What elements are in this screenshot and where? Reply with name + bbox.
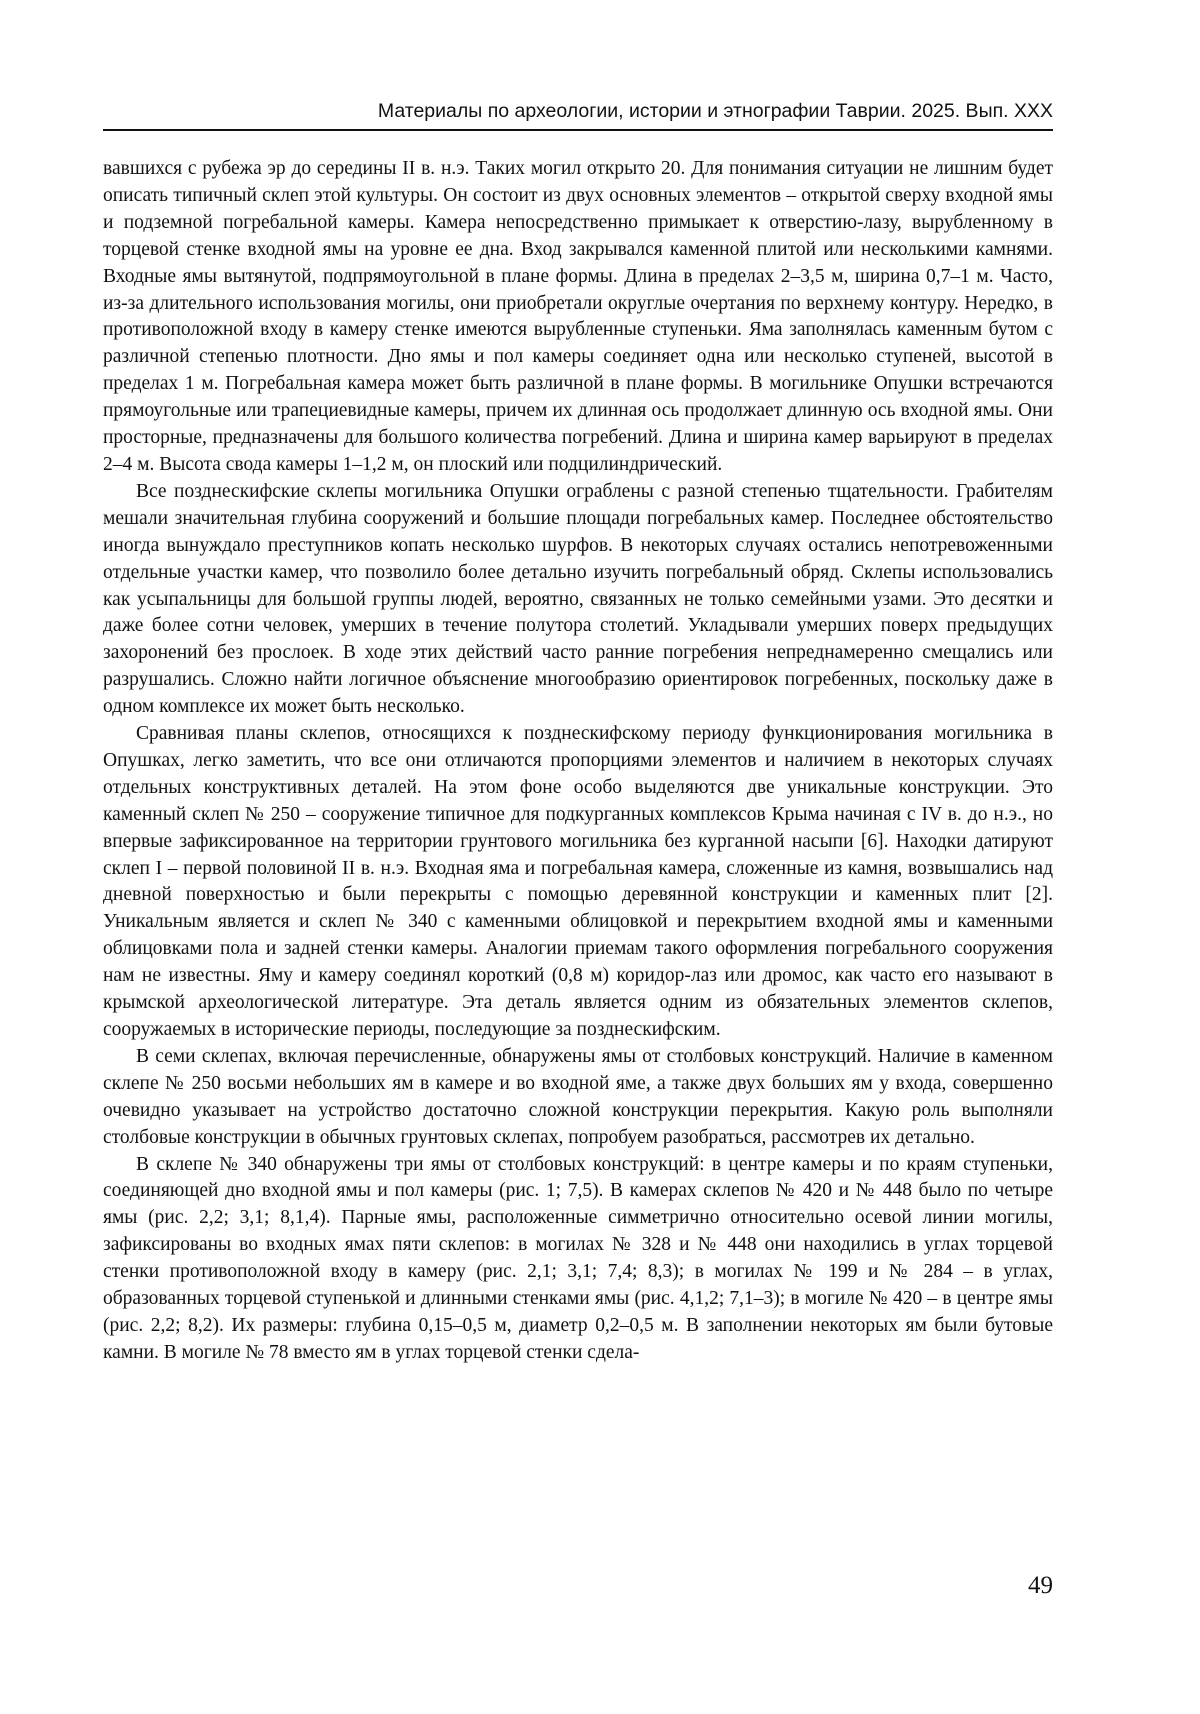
running-header: Материалы по археологии, истории и этнографии Таврии. 2025. Вып. XXX <box>377 100 1053 122</box>
paragraph: В склепе № 340 обнаружены три ямы от столбовых конструкций: в центре камеры и по краям ступеньки, соединяющей дно входной ямы и пол камеры (рис. 1; 7,5). В камерах склепов № 420 и № 448 было по четыре ямы (рис. 2,2; 3,1; 8,1,4). Парные ямы, расположенные симметрично относительно осевой линии могилы, зафиксированы во входных ямах пяти склепов: в могилах № 328 и № 448 они находились в углах торцевой стенки противоположной входу в камеру (рис. 2,1; 3,1; 7,4; 8,3); в могилах № 199 и № 284 – в углах, образованных торцевой ступенькой и длинными стенками ямы (рис. 4,1,2; 7,1–3); в могиле № 420 – в центре ямы (рис. 2,2; 8,2). Их размеры: глубина 0,15–0,5 м, диаметр 0,2–0,5 м. В заполнении некоторых ям были бутовые камни. В могиле № 78 вместо ям в углах торцевой стенки сдела- <box>103 1153 1053 1363</box>
paragraph: Все позднескифские склепы могильника Опушки ограблены с разной степенью тщательности. Грабителям мешали значительная глубина сооружений и большие площади погребальных камер. Последнее обстоятельство иногда вынуждало преступников копать несколько шурфов. В некоторых случаях остались непотревоженными отдельные участки камер, что позволило более детально изучить погребальный обряд. Склепы использовались как усыпальницы для большой группы людей, вероятно, связанных не только семейными узами. Это десятки и даже более сотни человек, умерших в течение полутора столетий. Укладывали умерших поверх предыдущих захоронений без прослоек. В ходе этих действий часто ранние погребения непреднамеренно смещались или разрушались. Сложно найти логичное объяснение многообразию ориентировок погребенных, поскольку даже в одном комплексе их может быть несколько. <box>103 480 1053 718</box>
paragraph: В семи склепах, включая перечисленные, обнаружены ямы от столбовых конструкций. Наличие в каменном склепе № 250 восьми небольших ям в камере и во входной яме, а также двух больших ям у входа, совершенно очевидно указывает на устройство достаточно сложной конструкции перекрытия. Какую роль выполняли столбовые конструкции в обычных грунтовых склепах, попробуем разобраться, рассмотрев их детально. <box>103 1045 1053 1148</box>
header-rule <box>103 129 1053 131</box>
page-number: 49 <box>1028 1572 1053 1599</box>
paragraph: Сравнивая планы склепов, относящихся к позднескифскому периоду функционирования могильника в Опушках, легко заметить, что все они отличаются пропорциями элементов и наличием в некоторых случаях отдельных конструктивных деталей. На этом фоне особо выделяются две уникальные конструкции. Это каменный склеп № 250 – сооружение типичное для подкурганных комплексов Крыма начиная с IV в. до н.э., но впервые зафиксированное на территории грунтового могильника без курганной насыпи [6]. Находки датируют склеп I – первой половиной II в. н.э. Входная яма и погребальная камера, сложенные из камня, возвышались над дневной поверхностью и были перекрыты с помощью деревянной конструкции и каменных плит [2]. Уникальным является и склеп № 340 с каменными облицовкой и перекрытием входной ямы и каменными облицовками пола и задней стенки камеры. Аналогии приемам такого оформления погребального сооружения нам не известны. Яму и камеру соединял короткий (0,8 м) коридор-лаз или дромос, как часто его называют в крымской археологической литературе. Эта деталь является одним из обязательных элементов склепов, сооружаемых в исторические периоды, последующие за позднескифским. <box>103 723 1053 1040</box>
paragraph-continued: вавшихся с рубежа эр до середины II в. н.э. Таких могил открыто 20. Для понимания ситуации не лишним будет описать типичный склеп этой культуры. Он состоит из двух основных элементов – открытой сверху входной ямы и подземной погребальной камеры. Камера непосредственно примыкает к отверстию-лазу, вырубленному в торцевой стенке входной ямы на уровне ее дна. Вход закрывался каменной плитой или несколькими камнями. Входные ямы вытянутой, подпрямоугольной в плане формы. Длина в пределах 2–3,5 м, ширина 0,7–1 м. Часто, из-за длительного использования могилы, они приобретали округлые очертания по верхнему контуру. Нередко, в противоположной входу в камеру стенке имеются вырубленные ступеньки. Яма заполнялась каменным бутом с различной степенью плотности. Дно ямы и пол камеры соединяет одна или несколько ступеней, высотой в пределах 1 м. Погребальная камера может быть различной в плане формы. В могильнике Опушки встречаются прямоугольные или трапециевидные камеры, причем их длинная ось продолжает длинную ось входной ямы. Они просторные, предназначены для большого количества погребений. Длина и ширина камер варьируют в пределах 2–4 м. Высота свода камеры 1–1,2 м, он плоский или подцилиндрический. <box>103 158 1053 475</box>
article-body <box>103 156 1053 1367</box>
